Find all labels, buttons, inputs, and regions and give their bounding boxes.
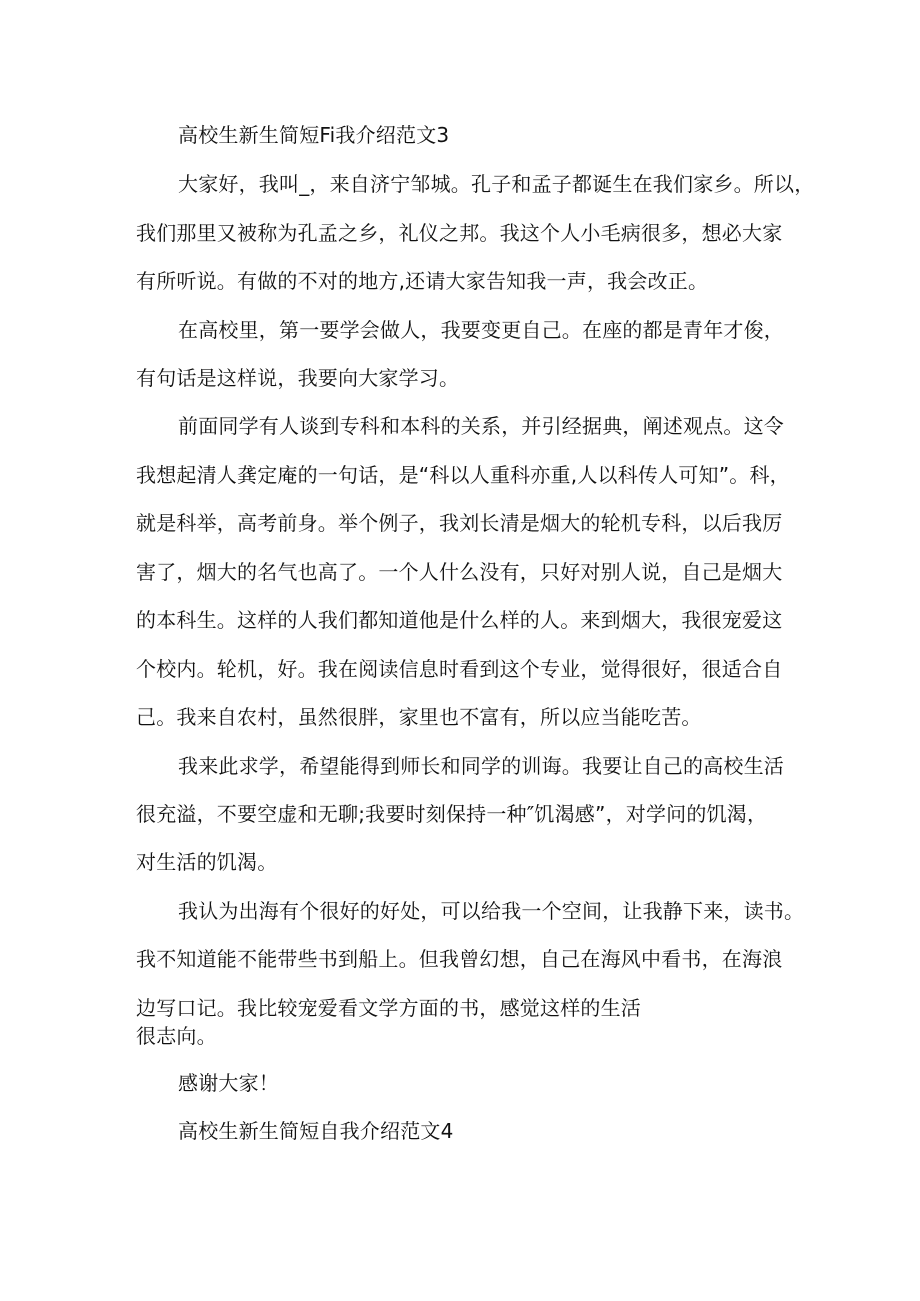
paragraph-3-line-7: 己。我来自农村，虽然很胖，家里也不富有，所以应当能吃苦。 [136,705,702,729]
paragraph-4-line-1: 我来此求学，希望能得到师长和同学的训诲。我要让自己的高校生活 [178,754,784,778]
section-heading-4: 高校生新生简短自我介绍范文4 [178,1119,454,1143]
paragraph-5-line-2: 我不知道能不能带些书到船上。但我曾幻想，自己在海风中看书，在海浪 [136,947,783,971]
paragraph-5-line-3: 边写口记。我比较宠爱看文学方面的书，感觉这样的生活 [136,996,641,1020]
paragraph-1-line-2: 我们那里又被称为孔孟之乡，礼仪之邦。我这个人小毛病很多，想必大家 [136,221,783,245]
paragraph-3-line-3: 就是科举，高考前身。举个例子，我刘长清是烟大的轮机专科，以后我厉 [136,511,783,535]
paragraph-3-line-2: 我想起清人龚定庵的一句话，是“科以人重科亦重,人以科传人可知”。科， [136,463,790,487]
paragraph-3-line-5: 的本科生。这样的人我们都知道他是什么样的人。来到烟大，我很宠爱这 [136,608,783,632]
paragraph-3-line-6: 个校内。轮机，好。我在阅读信息时看到这个专业，觉得很好，很适合自 [136,657,783,681]
paragraph-3-line-1: 前面同学有人谈到专科和本科的关系，并引经据典，阐述观点。这令 [178,414,784,438]
paragraph-1-line-3: 有所听说。有做的不对的地方,还请大家告知我一声，我会改正。 [136,269,709,293]
paragraph-4-line-2: 很充溢，不要空虚和无聊;我要时刻保持一种″饥渴感”，对学问的饥渴， [136,802,768,826]
paragraph-1-line-1: 大家好，我叫_，来自济宁邹城。孔子和孟子都诞生在我们家乡。所以， [178,172,815,196]
paragraph-3-line-4: 害了，烟大的名气也高了。一个人什么没有，只好对别人说，自己是烟大 [136,560,783,584]
paragraph-2-line-1: 在高校里，第一要学会做人，我要变更自己。在座的都是青年才俊， [178,318,784,342]
closing-line: 感谢大家！ [178,1071,279,1095]
paragraph-4-line-3: 对生活的饥渴。 [136,850,278,874]
paragraph-5-line-4: 很志向。 [136,1024,217,1048]
paragraph-5-line-1: 我认为出海有个很好的好处，可以给我一个空间，让我静下来，读书。 [178,899,805,923]
paragraph-2-line-2: 有句话是这样说，我要向大家学习。 [136,366,460,390]
section-heading-3: 高校生新生简短Fi我介绍范文3 [178,123,450,147]
